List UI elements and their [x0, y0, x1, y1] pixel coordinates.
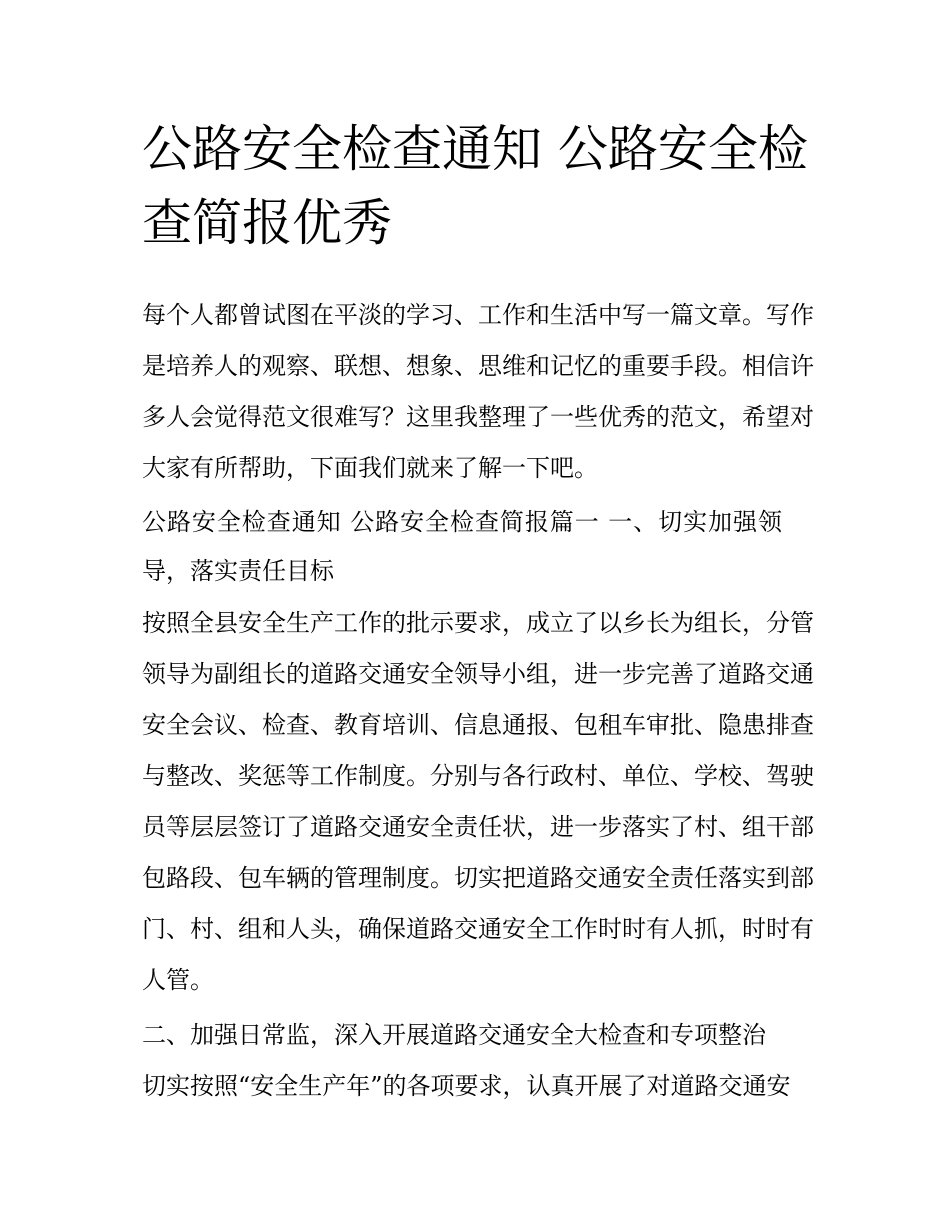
title-line-2: 查简报优秀: [142, 194, 392, 252]
section-2-body: 切实按照“安全生产年”的各项要求，认真开展了对道路交通安: [142, 1072, 791, 1100]
document-content: [142, 112, 814, 1112]
section-1-heading: 公路安全检查通知 公路安全检查简报篇一 一、切实加强领导，落实责任目标: [142, 508, 782, 585]
document-title: [142, 112, 814, 260]
section-1-body: 按照全县安全生产工作的批示要求，成立了以乡长为组长，分管领导为副组长的道路交通安全领导小组，进一步完善了道路交通安全会议、检查、教育培训、信息通报、包租车审批、隐患排查与整改、奖惩等工作制度。分别与各行政村、单位、学校、驾驶员等层层签订了道路交通安全责任状，进一步落实了村、组干部包路段、包车辆的管理制度。切实把道路交通安全责任落实到部门、村、组和人头，确保道路交通安全工作时时有人抓，时时有人管。: [142, 609, 814, 994]
section-2-heading: 二、加强日常监，深入开展道路交通安全大检查和专项整治: [142, 1021, 766, 1049]
intro-paragraph: 每个人都曾试图在平淡的学习、工作和生活中写一篇文章。写作是培养人的观察、联想、想象、思维和记忆的重要手段。相信许多人会觉得范文很难写？这里我整理了一些优秀的范文，希望对大家有所帮助，下面我们就来了解一下吧。: [142, 301, 814, 482]
title-line-1: 公路安全检查通知 公路安全检: [142, 120, 808, 178]
